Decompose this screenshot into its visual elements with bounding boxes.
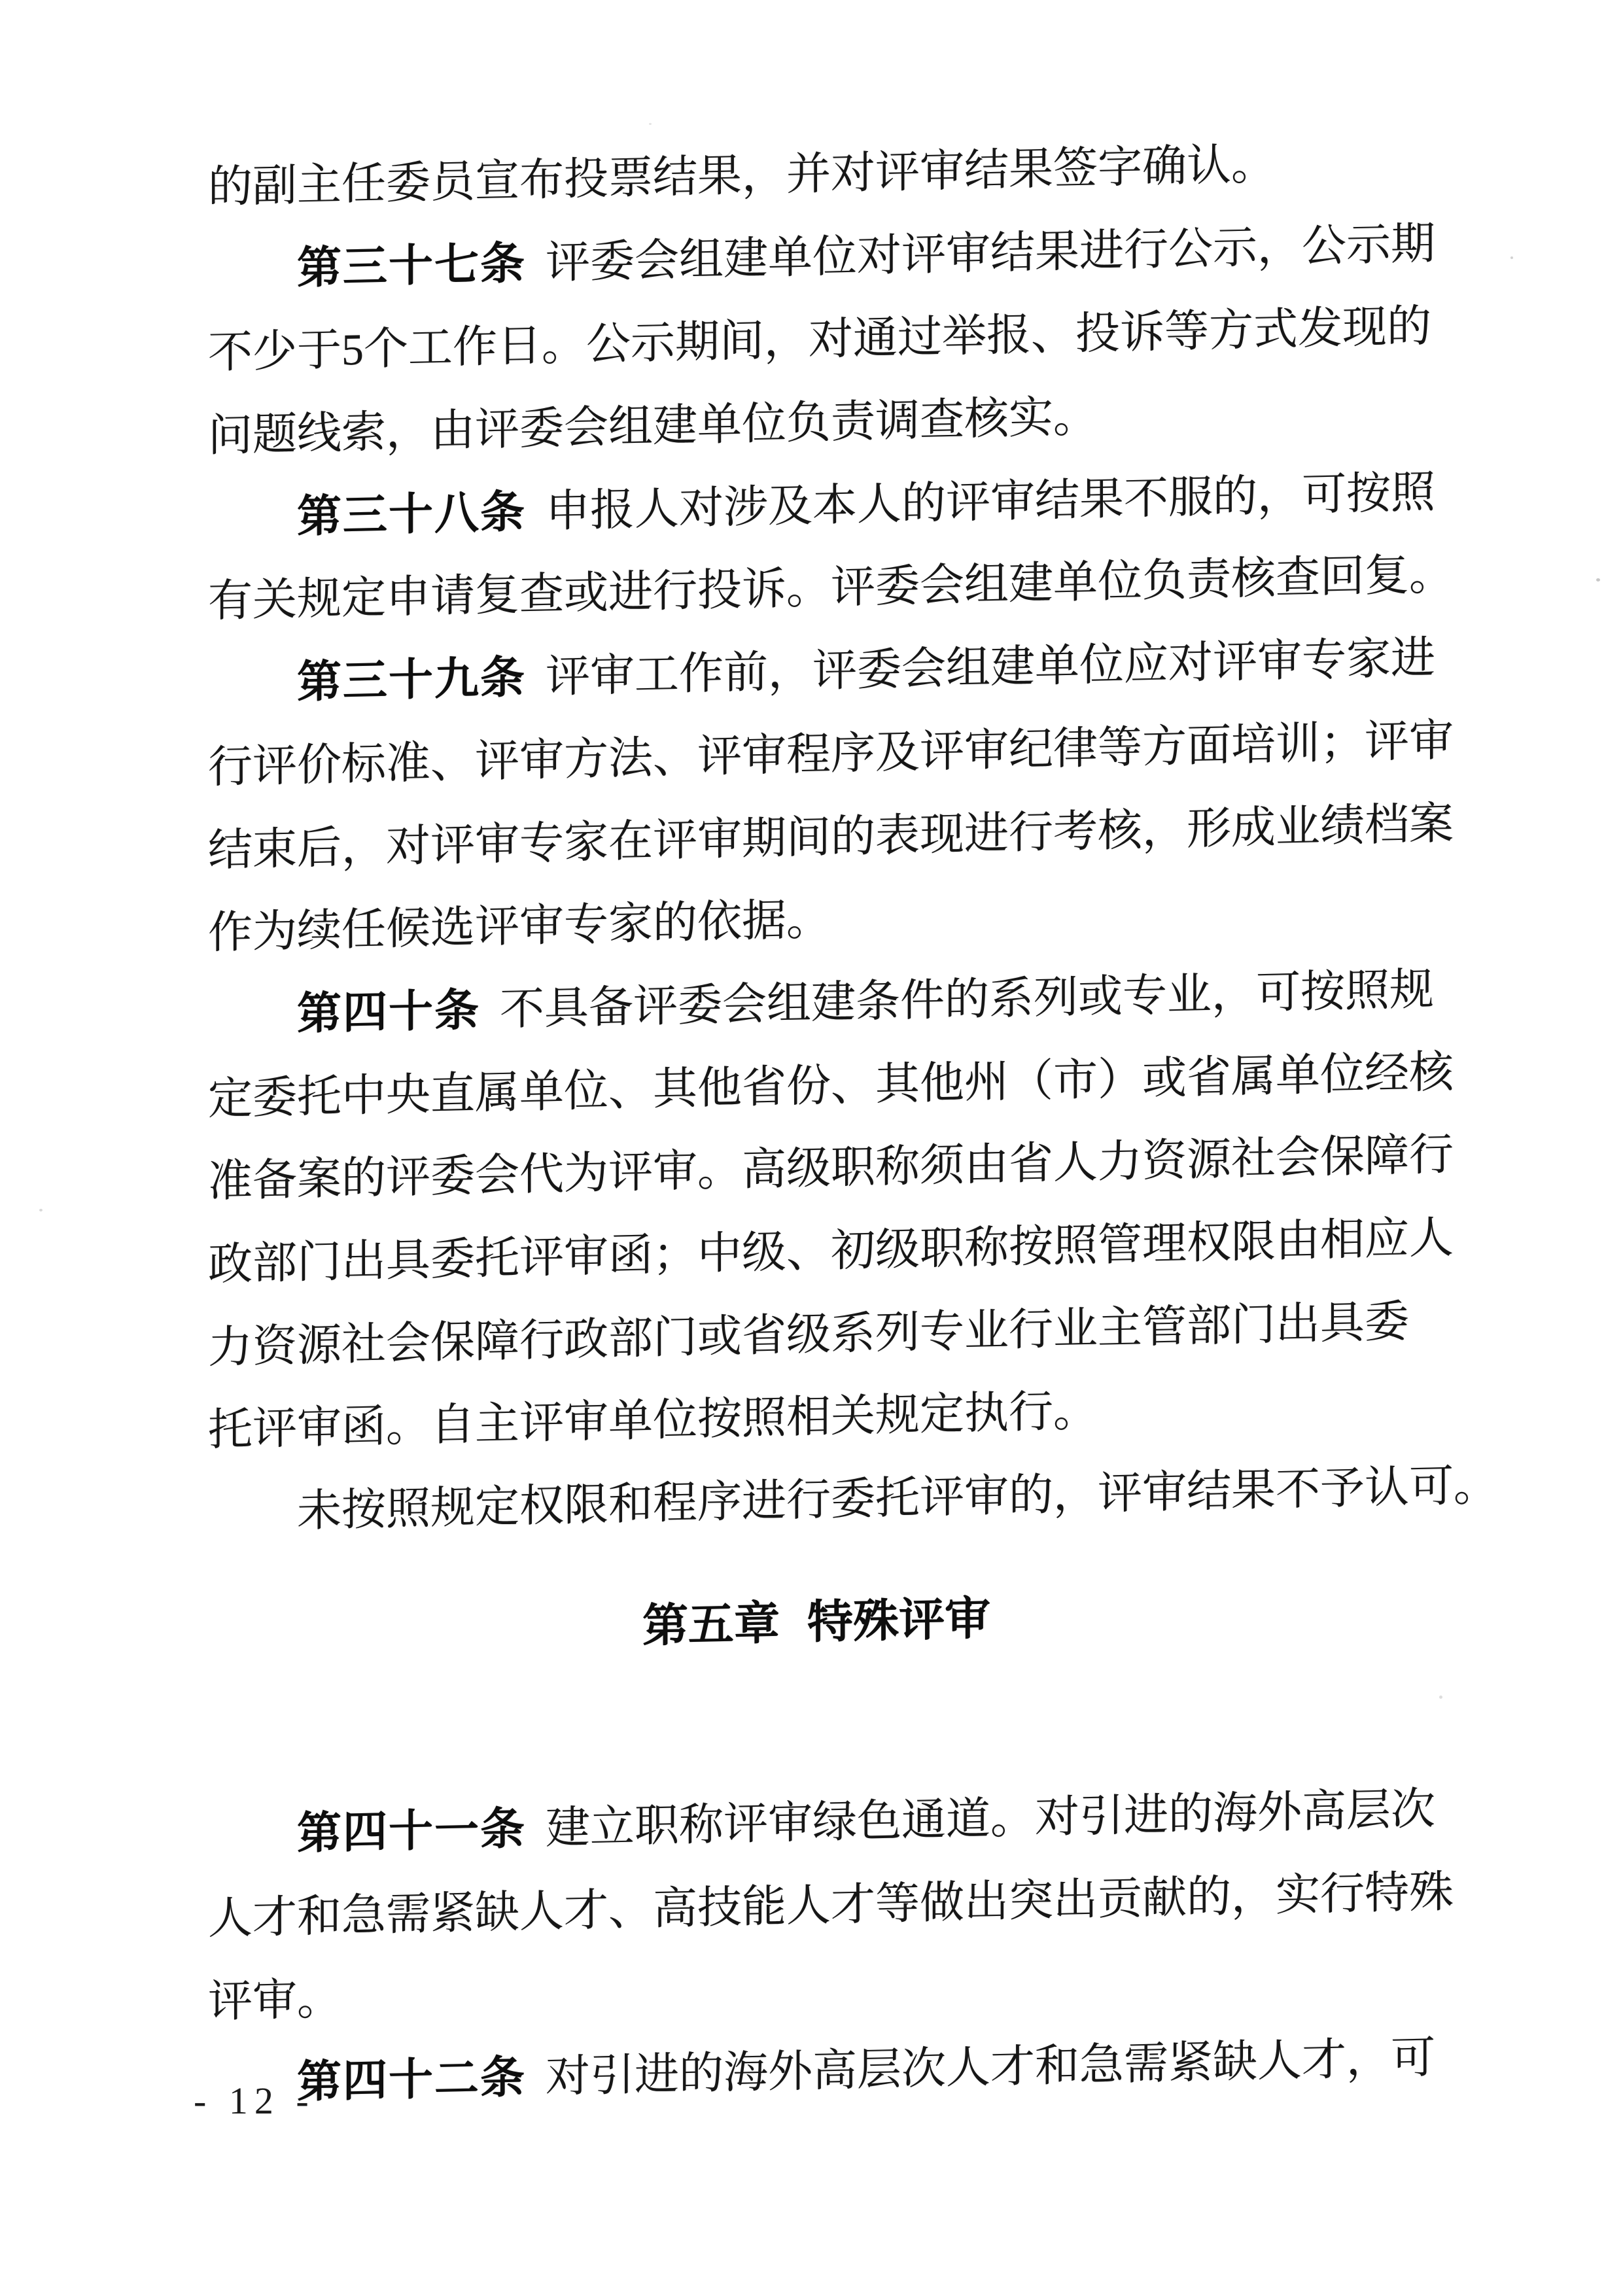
page-number: - 12 - xyxy=(194,2079,315,2122)
line-text: 行评价标准、评审方法、评审程序及评审纪律等方面培训；评审 xyxy=(208,715,1454,792)
chapter-heading xyxy=(208,1567,1425,1677)
article-number: 第三十七条 xyxy=(297,238,527,293)
line-text: 力资源社会保障行政部门或省级系列专业行业主管部门出具委 xyxy=(208,1296,1410,1372)
line-text: 对引进的海外高层次人才和急需紧缺人才，可 xyxy=(546,2032,1436,2102)
line-text: 建立职称评审绿色通道。对引进的海外高层次 xyxy=(546,1784,1436,1854)
line-text: 不具备评委会组建条件的系列或专业，可按照规 xyxy=(500,964,1435,1035)
line-text: 政部门出具委托评审函；中级、初级职称按照管理权限由相应人 xyxy=(208,1212,1454,1289)
chapter-number: 第五章 xyxy=(642,1597,780,1652)
line-text: 评审工作前，评委会组建单位应对评审专家进 xyxy=(546,633,1436,702)
scan-speck xyxy=(1439,1696,1442,1699)
article-number: 第三十八条 xyxy=(297,487,527,542)
line-text: 有关规定申请复查或进行投诉。评委会组建单位负责核查回复。 xyxy=(208,549,1454,627)
line-text: 定委托中央直属单位、其他省份、其他州（市）或省属单位经核 xyxy=(208,1047,1454,1124)
document-text-block xyxy=(208,119,1499,2126)
line-text: 准备案的评委会代为评审。高级职称须由省人力资源社会保障行 xyxy=(208,1129,1454,1207)
article-number: 第四十一条 xyxy=(297,1803,527,1859)
chapter-title: 特殊评审 xyxy=(807,1592,990,1648)
line-text: 的副主任委员宣布投票结果，并对评审结果签字确认。 xyxy=(208,139,1276,212)
line-text: 未按照规定权限和程序进行委托评审的，评审结果不予认可。 xyxy=(297,1459,1499,1537)
line-text: 作为续任候选评审专家的依据。 xyxy=(208,894,831,958)
line-text: 托评审函。自主评审单位按照相关规定执行。 xyxy=(208,1385,1098,1455)
scan-speck xyxy=(1596,578,1600,582)
line-text: 不少于5个工作日。公示期间，对通过举报、投诉等方式发现的 xyxy=(208,301,1432,378)
article-number: 第四十二条 xyxy=(297,2052,527,2108)
line-text: 评委会组建单位对评审结果进行公示，公示期 xyxy=(546,218,1436,288)
scan-speck xyxy=(39,1209,43,1211)
line-text: 评审。 xyxy=(208,1974,342,2026)
line-text: 结束后，对评审专家在评审期间的表现进行考核，形成业绩档案 xyxy=(208,797,1454,875)
article-number: 第三十九条 xyxy=(297,652,527,708)
line-text: 申报人对涉及本人的评审结果不服的，可按照 xyxy=(546,466,1436,536)
article-number: 第四十条 xyxy=(297,984,481,1039)
line-text: 问题线索，由评委会组建单位负责调查核实。 xyxy=(208,391,1098,461)
scan-speck xyxy=(649,123,652,125)
line-text: 人才和急需紧缺人才、高技能人才等做出突出贡献的，实行特殊 xyxy=(208,1866,1454,1944)
scan-speck xyxy=(1510,256,1513,259)
